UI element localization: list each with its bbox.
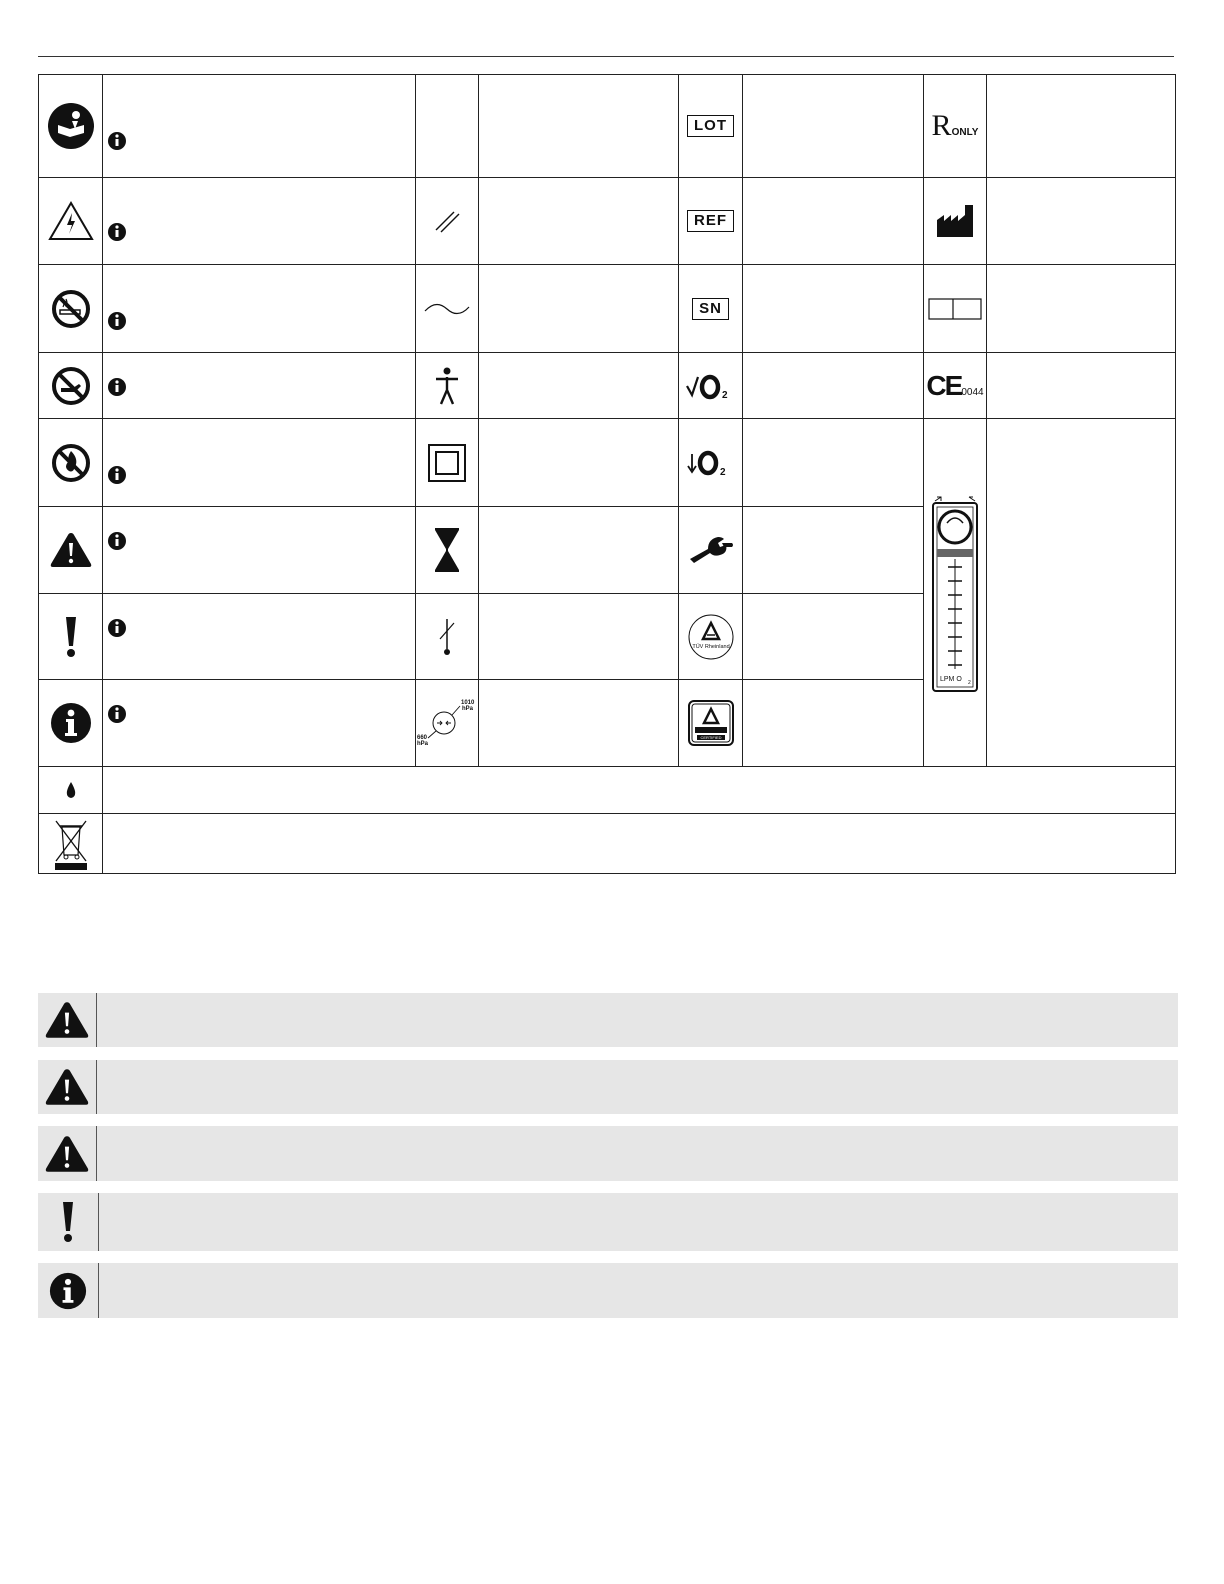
description-cell (479, 75, 679, 178)
notice-box (38, 1193, 1178, 1251)
symbol-cell (416, 75, 479, 178)
symbol-cell (39, 680, 103, 767)
warning-triangle-icon (50, 532, 92, 568)
table-row (39, 178, 1176, 265)
no-open-flame-icon (51, 443, 91, 483)
notice-icon-cell (38, 1060, 97, 1114)
split-box-icon (928, 298, 982, 320)
description-cell (103, 680, 416, 767)
description-cell (987, 353, 1176, 419)
tuv-name: TÜV Rheinland (691, 643, 730, 650)
symbol-cell (679, 353, 743, 419)
type-bf-applied-part-icon (434, 366, 460, 406)
symbol-cell (416, 353, 479, 419)
info-icon (107, 377, 127, 397)
description-cell (743, 680, 924, 767)
sn-label: SN (692, 298, 729, 320)
ac-symbol-icon (423, 301, 471, 317)
header-rule (38, 56, 1174, 57)
symbol-cell (679, 680, 743, 767)
tuv-certified-text: CERTIFIED (699, 735, 722, 740)
pressure-high-unit: hPa (462, 706, 474, 712)
temperature-limit-icon (436, 617, 458, 657)
symbol-cell (39, 594, 103, 680)
keep-dry-drop-icon (65, 781, 77, 799)
notice-box (38, 993, 1178, 1047)
tuv-certified-mark-icon (687, 699, 735, 747)
symbol-cell (39, 507, 103, 594)
table-row (39, 767, 1176, 814)
warning-triangle-icon (45, 1134, 89, 1174)
symbol-cell (679, 507, 743, 594)
notice-box (38, 1060, 1178, 1114)
description-cell (479, 680, 679, 767)
table-row (39, 353, 1176, 419)
description-cell (479, 178, 679, 265)
symbol-cell (416, 507, 479, 594)
symbol-cell (924, 75, 987, 178)
symbol-cell (924, 353, 987, 419)
symbol-cell (679, 178, 743, 265)
symbol-cell (39, 75, 103, 178)
symbol-cell (39, 353, 103, 419)
info-icon (107, 131, 127, 151)
description-cell (479, 594, 679, 680)
description-cell (743, 178, 924, 265)
electric-shock-warning-icon (48, 201, 94, 241)
symbol-cell (416, 265, 479, 353)
description-cell (103, 353, 416, 419)
class-ii-equipment-icon (428, 444, 466, 482)
low-oxygen-icon (687, 448, 735, 478)
info-circle-icon (49, 1272, 87, 1310)
symbol-cell (924, 419, 987, 767)
symbols-table (38, 74, 1176, 874)
symbol-cell (416, 594, 479, 680)
symbol-cell (679, 265, 743, 353)
description-cell (479, 419, 679, 507)
description-cell (987, 178, 1176, 265)
symbol-cell (924, 265, 987, 353)
symbol-cell (39, 178, 103, 265)
description-cell (987, 265, 1176, 353)
exclamation-icon (63, 616, 79, 658)
symbol-cell (39, 265, 103, 353)
table-row (39, 419, 1176, 507)
exclamation-icon (60, 1201, 76, 1243)
notice-icon-cell (38, 1263, 99, 1318)
description-cell (743, 353, 924, 419)
pressure-high: 1010 (461, 700, 475, 706)
description-cell (987, 419, 1176, 767)
info-icon (107, 222, 127, 242)
description-cell (743, 265, 924, 353)
symbol-cell (39, 767, 103, 814)
rx-only-icon: RONLY (931, 109, 979, 142)
table-row (39, 265, 1176, 353)
info-circle-icon (50, 702, 92, 744)
notice-box (38, 1126, 1178, 1181)
pressure-low: 660 (417, 735, 428, 741)
description-cell (103, 594, 416, 680)
notice-icon-cell (38, 993, 97, 1047)
description-cell (103, 75, 416, 178)
atmospheric-pressure-limit-icon (416, 698, 478, 748)
symbol-cell (679, 75, 743, 178)
table-row (39, 814, 1176, 874)
info-icon (107, 704, 127, 724)
symbol-cell (679, 594, 743, 680)
description-cell (479, 265, 679, 353)
description-cell (479, 507, 679, 594)
description-cell (103, 767, 1176, 814)
read-manual-icon (48, 103, 94, 149)
normal-oxygen-icon (685, 371, 737, 401)
symbol-cell (416, 178, 479, 265)
description-cell (103, 178, 416, 265)
svg-text:2: 2 (721, 389, 728, 401)
warning-triangle-icon (45, 1067, 89, 1107)
notice-box (38, 1263, 1178, 1318)
symbol-cell (924, 178, 987, 265)
flowmeter-units-label: LPM O (940, 675, 962, 683)
tuv-rheinland-mark-icon (687, 613, 735, 661)
notice-icon-cell (38, 1193, 99, 1251)
ce-mark-icon: CE0044 (926, 369, 984, 401)
info-icon (107, 311, 127, 331)
description-cell (103, 419, 416, 507)
description-cell (987, 75, 1176, 178)
warning-triangle-icon (45, 1000, 89, 1040)
wrench-service-icon (688, 535, 734, 565)
info-icon (107, 465, 127, 485)
dc-symbol-icon (432, 206, 462, 236)
info-icon (107, 531, 127, 551)
symbol-cell (416, 419, 479, 507)
flowmeter-units-sub: 2 (968, 679, 971, 686)
no-oil-grease-icon (51, 366, 91, 406)
pressure-low-unit: hPa (417, 741, 429, 747)
symbol-cell (416, 680, 479, 767)
description-cell (743, 75, 924, 178)
info-icon (107, 618, 127, 638)
weee-crossed-bin-icon (53, 817, 89, 871)
ref-label: REF (687, 210, 734, 232)
description-cell (743, 419, 924, 507)
notice-icon-cell (38, 1126, 97, 1181)
description-cell (479, 353, 679, 419)
use-by-date-hourglass-icon (434, 527, 460, 573)
manufacturer-icon (936, 204, 974, 238)
description-cell (103, 507, 416, 594)
description-cell (103, 814, 1176, 874)
description-cell (743, 594, 924, 680)
table-row (39, 75, 1176, 178)
symbol-cell (39, 419, 103, 507)
no-smoking-icon (51, 289, 91, 329)
lot-label: LOT (687, 115, 734, 137)
svg-text:2: 2 (719, 466, 726, 478)
description-cell (103, 265, 416, 353)
symbol-cell (39, 814, 103, 874)
description-cell (743, 507, 924, 594)
flowmeter-icon (927, 493, 983, 693)
symbol-cell (679, 419, 743, 507)
